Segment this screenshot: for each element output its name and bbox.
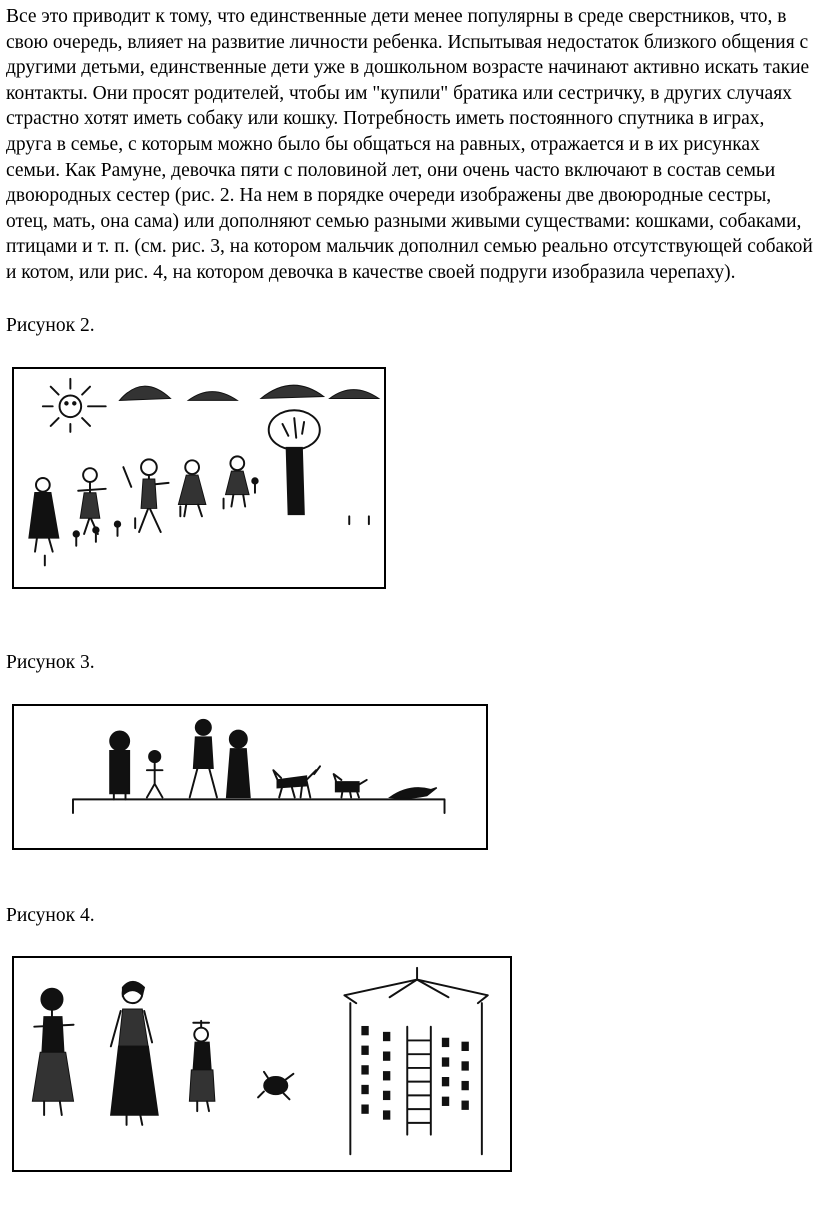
body-paragraph: Все это приводит к тому, что единственные дети менее популярны в среде сверстников, что, в свою очередь, влияет на развитие личности ребенка. Испытывая недостаток близкого общения с другими детьми, единственные дети уже в дошкольном возрасте начинают активно искать такие контакты. Они просят родителей, чтобы им "купили" братика или сестричку, в других случаях страстно хотят иметь собаку или кошку. Потребность иметь постоянного спутника в играх, друга в семье, с которым можно было бы общаться на равных, отражается и в их рисунках семьи. Как Рамуне, девочка пяти с половиной лет, они очень часто включают в состав семьи двоюродных сестер (рис. 2. На нем в порядке очереди изображены две двоюродные сестры, отец, мать, она сама) или дополняют семью разными живыми существами: кошками, собаками, птицами и т. п. (см. рис. 3, на котором мальчик дополнил семью реально отсутствующей собакой и котом, или рис. 4, на котором девочка в качестве своей подруги изобразила черепаху). xyxy=(6,6,813,283)
figure-2-drawing xyxy=(12,367,386,589)
figure-2-caption: Рисунок 2. xyxy=(6,315,95,336)
building-drawing xyxy=(344,968,487,1154)
clouds-drawing xyxy=(119,385,378,400)
figure-4-drawing xyxy=(12,956,512,1172)
dog-drawing xyxy=(273,766,320,797)
family-figures-drawing xyxy=(29,456,249,551)
family-figures-drawing xyxy=(110,720,250,800)
figure-3-caption: Рисунок 3. xyxy=(6,652,95,673)
figure-3-drawing xyxy=(12,704,488,850)
figure-4-caption: Рисунок 4. xyxy=(6,905,95,926)
tree-drawing xyxy=(269,410,320,514)
small-creature-drawing xyxy=(390,788,437,798)
family-figures-drawing xyxy=(32,982,215,1125)
sun-drawing xyxy=(43,379,106,432)
turtle-drawing xyxy=(258,1072,293,1099)
ground-drawing xyxy=(73,799,445,813)
cat-drawing xyxy=(334,774,367,797)
